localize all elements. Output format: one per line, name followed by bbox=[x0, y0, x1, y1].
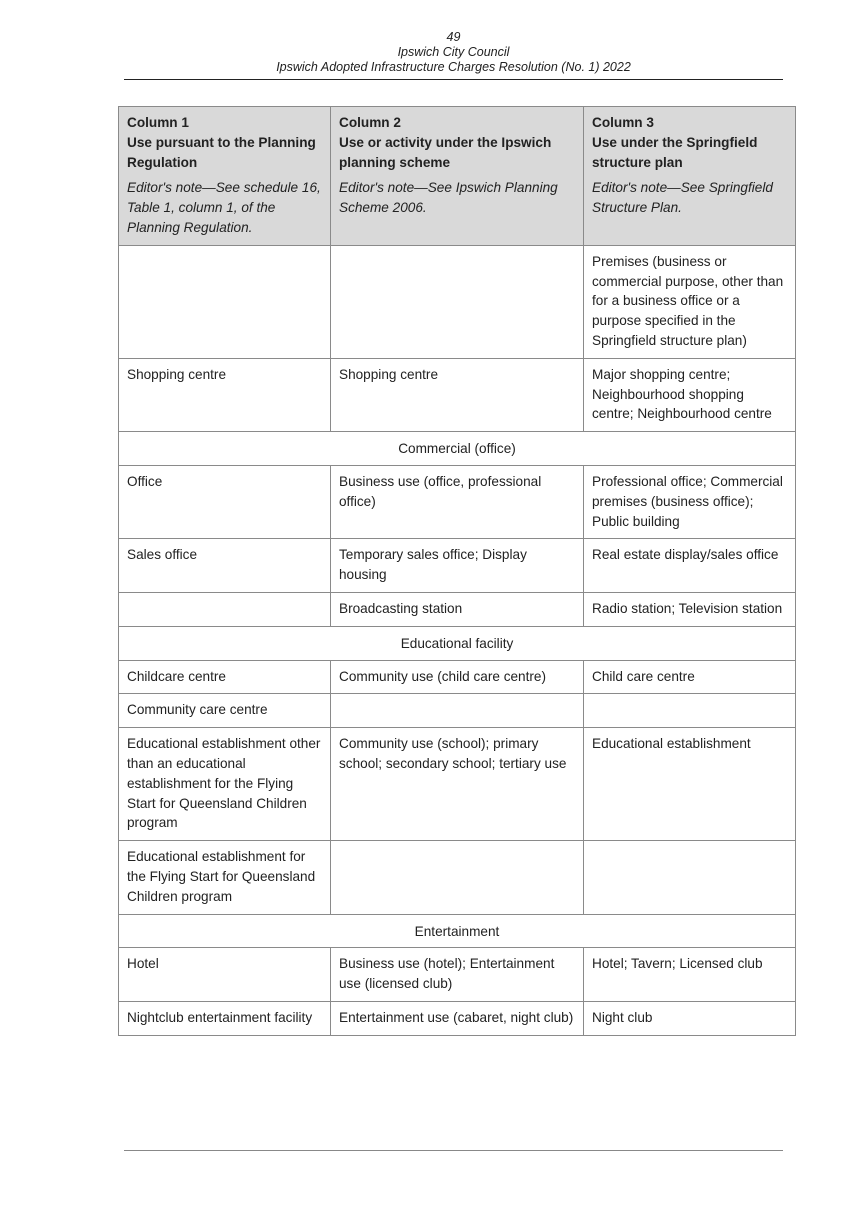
cell-springfield-plan bbox=[584, 694, 796, 728]
cell-planning-regulation: Educational establishment for the Flying Start for Queensland Children program bbox=[119, 841, 331, 914]
cell-planning-regulation: Sales office bbox=[119, 539, 331, 593]
column-1-label: Column 1 bbox=[127, 115, 189, 130]
cell-ipswich-scheme: Entertainment use (cabaret, night club) bbox=[331, 1001, 584, 1035]
column-1-note: Editor's note—See schedule 16, Table 1, column 1, of the Planning Regulation. bbox=[127, 180, 321, 235]
cell-springfield-plan: Premises (business or commercial purpose, other than for a business office or a purpose specified in the Springfield structure plan) bbox=[584, 245, 796, 358]
table-row bbox=[119, 1001, 796, 1035]
cell-springfield-plan: Hotel; Tavern; Licensed club bbox=[584, 948, 796, 1002]
section-heading: Commercial (office) bbox=[119, 432, 796, 466]
table-row bbox=[119, 465, 796, 538]
column-2-note: Editor's note—See Ipswich Planning Scheme 2006. bbox=[339, 180, 558, 216]
use-classification-table bbox=[118, 106, 796, 1036]
cell-ipswich-scheme bbox=[331, 694, 584, 728]
cell-ipswich-scheme: Community use (school); primary school; secondary school; tertiary use bbox=[331, 728, 584, 841]
council-name: Ipswich City Council bbox=[397, 45, 510, 59]
cell-springfield-plan: Radio station; Television station bbox=[584, 592, 796, 626]
column-3-title: Use under the Springfield structure plan bbox=[592, 134, 758, 170]
cell-planning-regulation: Educational establishment other than an educational establishment for the Flying Start for Queensland Children program bbox=[119, 728, 331, 841]
column-1-title: Use pursuant to the Planning Regulation bbox=[127, 134, 316, 170]
cell-planning-regulation bbox=[119, 592, 331, 626]
cell-ipswich-scheme: Community use (child care centre) bbox=[331, 660, 584, 694]
table-row bbox=[119, 841, 796, 914]
table-row bbox=[119, 245, 796, 358]
cell-planning-regulation: Shopping centre bbox=[119, 358, 331, 431]
column-2-header bbox=[331, 107, 584, 246]
cell-springfield-plan: Night club bbox=[584, 1001, 796, 1035]
cell-ipswich-scheme: Business use (office, professional office) bbox=[331, 465, 584, 538]
column-3-header bbox=[584, 107, 796, 246]
cell-ipswich-scheme: Temporary sales office; Display housing bbox=[331, 539, 584, 593]
section-row bbox=[119, 626, 796, 660]
section-row bbox=[119, 432, 796, 466]
cell-ipswich-scheme: Shopping centre bbox=[331, 358, 584, 431]
cell-ipswich-scheme bbox=[331, 245, 584, 358]
table-row bbox=[119, 728, 796, 841]
column-3-note: Editor's note—See Springfield Structure Plan. bbox=[592, 180, 773, 216]
cell-springfield-plan: Major shopping centre; Neighbourhood shopping centre; Neighbourhood centre bbox=[584, 358, 796, 431]
section-heading: Entertainment bbox=[119, 914, 796, 948]
cell-planning-regulation: Community care centre bbox=[119, 694, 331, 728]
column-2-title: Use or activity under the Ipswich planning scheme bbox=[339, 134, 552, 170]
cell-springfield-plan: Real estate display/sales office bbox=[584, 539, 796, 593]
cell-planning-regulation: Nightclub entertainment facility bbox=[119, 1001, 331, 1035]
footer-divider bbox=[124, 1150, 783, 1151]
cell-planning-regulation bbox=[119, 245, 331, 358]
cell-ipswich-scheme: Broadcasting station bbox=[331, 592, 584, 626]
document-title: Ipswich Adopted Infrastructure Charges Resolution (No. 1) 2022 bbox=[276, 60, 631, 74]
table-row bbox=[119, 948, 796, 1002]
column-2-label: Column 2 bbox=[339, 115, 401, 130]
cell-ipswich-scheme bbox=[331, 841, 584, 914]
cell-planning-regulation: Childcare centre bbox=[119, 660, 331, 694]
page-number: 49 bbox=[446, 30, 461, 44]
header-divider bbox=[124, 79, 783, 80]
table-row bbox=[119, 660, 796, 694]
cell-springfield-plan bbox=[584, 841, 796, 914]
cell-springfield-plan: Professional office; Commercial premises (business office); Public building bbox=[584, 465, 796, 538]
cell-planning-regulation: Hotel bbox=[119, 948, 331, 1002]
table-row bbox=[119, 592, 796, 626]
table-row bbox=[119, 694, 796, 728]
section-row bbox=[119, 914, 796, 948]
column-3-label: Column 3 bbox=[592, 115, 654, 130]
page-header bbox=[124, 30, 783, 75]
table-header-row bbox=[119, 107, 796, 246]
section-heading: Educational facility bbox=[119, 626, 796, 660]
table-row bbox=[119, 358, 796, 431]
table-row bbox=[119, 539, 796, 593]
cell-planning-regulation: Office bbox=[119, 465, 331, 538]
column-1-header bbox=[119, 107, 331, 246]
cell-springfield-plan: Educational establishment bbox=[584, 728, 796, 841]
cell-springfield-plan: Child care centre bbox=[584, 660, 796, 694]
cell-ipswich-scheme: Business use (hotel); Entertainment use (licensed club) bbox=[331, 948, 584, 1002]
